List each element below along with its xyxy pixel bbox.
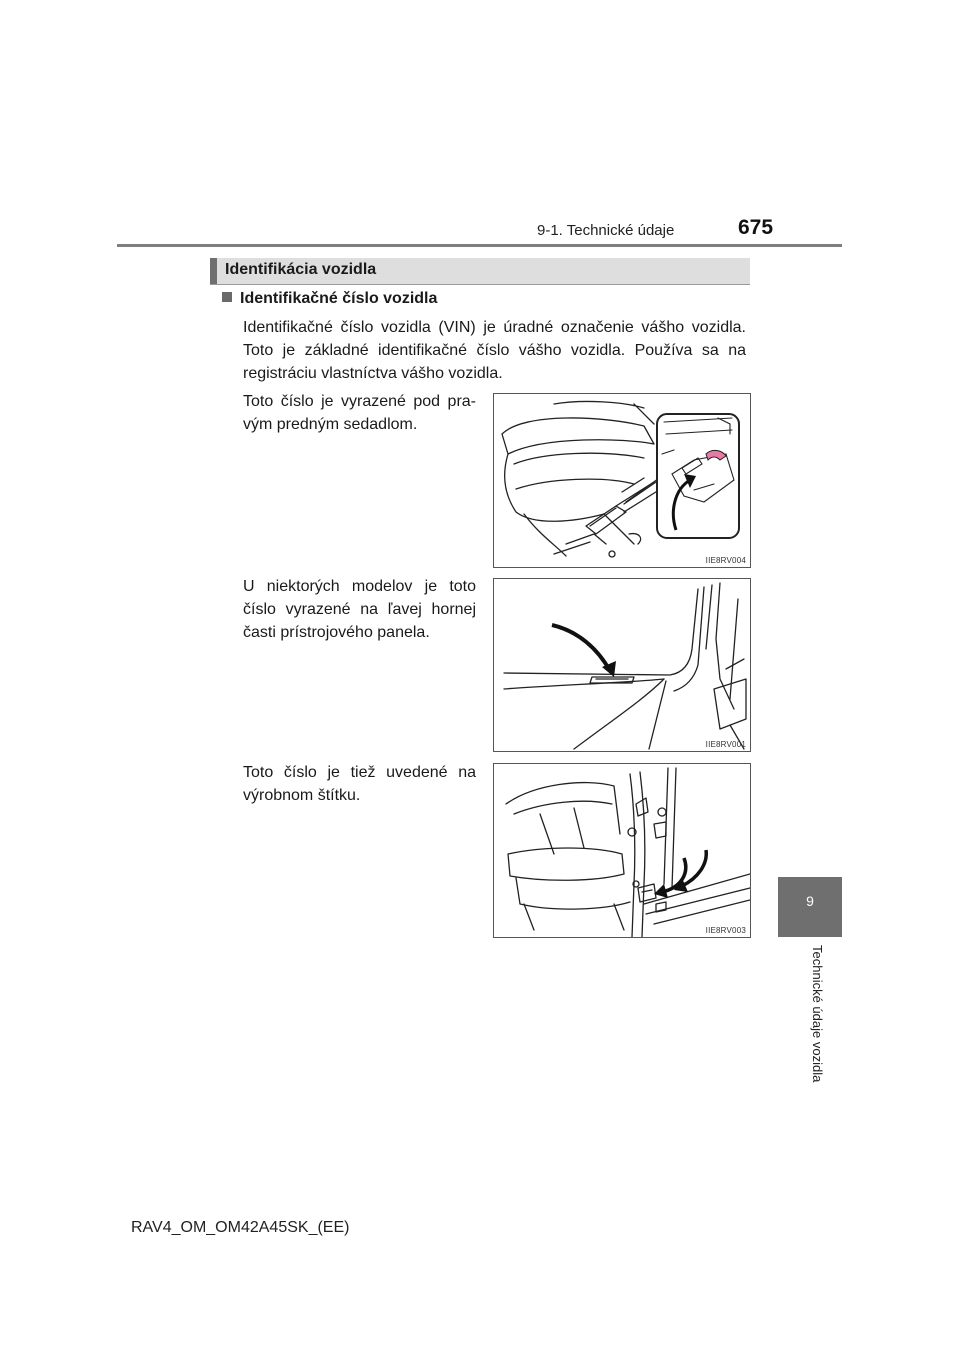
location-text-seat: Toto číslo je vyrazené pod pra-vým predným sedadlom. <box>243 393 476 433</box>
figure-dashboard-vin <box>493 578 751 752</box>
seat-illustration <box>494 394 750 567</box>
section-heading-bar <box>210 258 750 285</box>
footer-document-code: RAV4_OM_OM42A45SK_(EE) <box>131 1219 350 1236</box>
chapter-side-label: Technické údaje vozidla <box>810 945 825 1083</box>
subsection-title: Identifikačné číslo vozidla <box>240 290 438 307</box>
header-divider <box>117 244 842 247</box>
figure-code-seat: IIE8RV004 <box>705 556 746 565</box>
page-number: 675 <box>738 216 774 239</box>
door-pillar-illustration <box>494 764 750 937</box>
square-bullet-icon <box>222 292 232 302</box>
dashboard-illustration <box>494 579 750 751</box>
figure-code-dashboard: IIE8RV001 <box>705 740 746 749</box>
figure-seat-vin <box>493 393 751 568</box>
header-section-title: 9-1. Technické údaje <box>537 222 675 239</box>
location-text-dashboard: U niektorých modelov je toto číslo vyrazené na ľavej hornej časti prístrojového panela. <box>243 578 476 641</box>
figure-label-vin <box>493 763 751 938</box>
intro-paragraph: Identifikačné číslo vozidla (VIN) je úradné označenie vášho vozidla. Toto je základné identifikačné číslo vášho vozidla. Používa sa na registráciu vlastníctva vášho vozidla. <box>243 319 746 382</box>
figure-code-label: IIE8RV003 <box>705 926 746 935</box>
subsection-heading <box>222 290 437 308</box>
chapter-number: 9 <box>806 893 814 909</box>
section-heading-title: Identifikácia vozidla <box>225 261 377 278</box>
section-heading-accent <box>210 258 217 284</box>
chapter-tab <box>778 877 842 937</box>
location-text-label: Toto číslo je tiež uvedené na výrobnom štítku. <box>243 764 476 804</box>
